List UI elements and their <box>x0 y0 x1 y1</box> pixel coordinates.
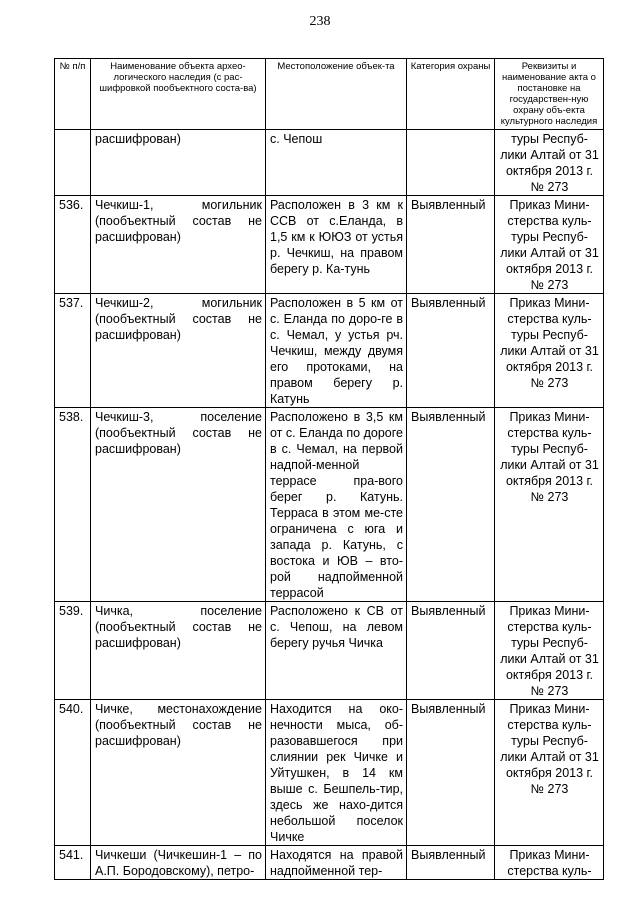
cell-requisites: Приказ Мини-стерства куль-туры Респуб-лики Алтай от 31 октября 2013 г. № 273 <box>495 196 604 294</box>
cell-category: Выявленный <box>407 408 495 602</box>
cell-category: Выявленный <box>407 846 495 880</box>
table-row <box>55 846 604 880</box>
header-location: Местоположение объек-та <box>266 59 407 130</box>
cell-location: Расположено в 3,5 км от с. Еланда по дороге в с. Чемал, на первой надпой-менной террасе пра-вого берег р. Катунь. Терраса в этом ме-сте ограничена с юга и запада р. Катунь, с востока и ЮВ – вто-рой надпойменной террасой <box>266 408 407 602</box>
cell-requisites: Приказ Мини-стерства куль-туры Респуб-лики Алтай от 31 октября 2013 г. № 273 <box>495 700 604 846</box>
cell-category <box>407 130 495 196</box>
cell-location: Расположен в 5 км от с. Еланда по доро-ге в с. Чемал, у устья рч. Чечкиш, между двумя его протоками, на правом берегу р. Катунь <box>266 294 407 408</box>
cell-category: Выявленный <box>407 700 495 846</box>
cell-location: Расположено к СВ от с. Чепош, на левом берегу ручья Чичка <box>266 602 407 700</box>
header-num: № п/п <box>55 59 91 130</box>
cell-name: Чечкиш-3, поселение (пообъектный состав не расшифрован) <box>91 408 266 602</box>
cell-requisites: туры Респуб-лики Алтай от 31 октября 2013 г. № 273 <box>495 130 604 196</box>
cell-name: Чечкиш-2, могильник (пообъектный состав не расшифрован) <box>91 294 266 408</box>
cell-name: Чичке, местонахождение (пообъектный состав не расшифрован) <box>91 700 266 846</box>
table-row <box>55 196 604 294</box>
cell-name: Чичкеши (Чичкешин-1 – по А.П. Бородовскому), петро- <box>91 846 266 880</box>
header-requisites: Реквизиты и наименование акта о постановке на государствен-ную охрану объ-екта культурного наследия <box>495 59 604 130</box>
cell-category: Выявленный <box>407 602 495 700</box>
cell-num: 541. <box>55 846 91 880</box>
header-category: Категория охраны <box>407 59 495 130</box>
cell-num: 539. <box>55 602 91 700</box>
cell-location: Расположен в 3 км к ССВ от с.Еланда, в 1,5 км к ЮЮЗ от устья р. Чечкиш, на правом берегу р. Ка-тунь <box>266 196 407 294</box>
cell-name: Чечкиш-1, могильник (пообъектный состав не расшифрован) <box>91 196 266 294</box>
cell-num: 540. <box>55 700 91 846</box>
cell-requisites: Приказ Мини-стерства куль- <box>495 846 604 880</box>
cell-num: 538. <box>55 408 91 602</box>
cell-requisites: Приказ Мини-стерства куль-туры Респуб-лики Алтай от 31 октября 2013 г. № 273 <box>495 602 604 700</box>
cell-location: Находится на око-нечности мыса, об-разовавшегося при слиянии рек Чичке и Уйтушкен, в 14 км выше с. Бешпель-тир, здесь же нахо-дится небольшой поселок Чичке <box>266 700 407 846</box>
cell-requisites: Приказ Мини-стерства куль-туры Респуб-лики Алтай от 31 октября 2013 г. № 273 <box>495 294 604 408</box>
cell-requisites: Приказ Мини-стерства куль-туры Респуб-лики Алтай от 31 октября 2013 г. № 273 <box>495 408 604 602</box>
table-row <box>55 294 604 408</box>
page-number: 238 <box>309 14 331 29</box>
table-row <box>55 700 604 846</box>
cell-num <box>55 130 91 196</box>
cell-category: Выявленный <box>407 294 495 408</box>
table-row <box>55 602 604 700</box>
cell-name: Чичка, поселение (пообъектный состав не расшифрован) <box>91 602 266 700</box>
table-header-row <box>55 59 604 130</box>
cell-location: Находятся на правой надпойменной тер- <box>266 846 407 880</box>
cell-name: расшифрован) <box>91 130 266 196</box>
cell-num: 537. <box>55 294 91 408</box>
header-name: Наименование объекта архео-логического наследия (с рас-шифровкой пообъектного соста-ва) <box>91 59 266 130</box>
cell-location: с. Чепош <box>266 130 407 196</box>
cell-category: Выявленный <box>407 196 495 294</box>
heritage-registry-table <box>54 58 604 880</box>
table-row-continuation <box>55 130 604 196</box>
cell-num: 536. <box>55 196 91 294</box>
table-row <box>55 408 604 602</box>
